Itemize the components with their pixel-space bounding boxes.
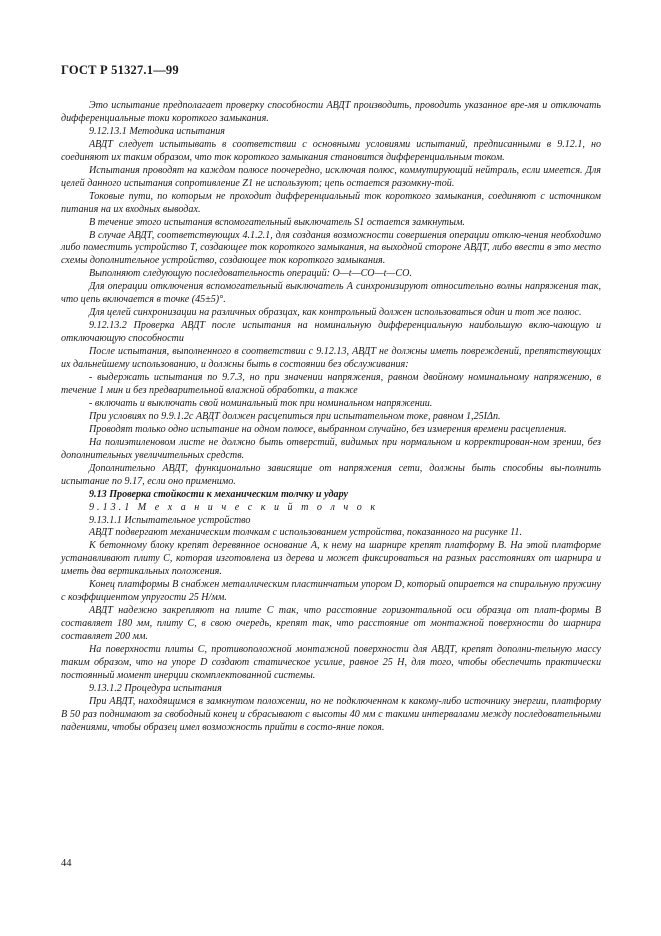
paragraph: Для целей синхронизации на различных образцах, как контрольный должен использоваться один и тот же полюс. xyxy=(89,307,582,319)
paragraph: Дополнительно АВДТ, функционально зависящие от напряжения сети, должны быть способны вы-полнить испытание по 9.17, если оно применимо. xyxy=(61,462,601,487)
paragraph: Конец платформы В снабжен металлическим пластинчатым упором D, который опирается на спиральную пружину с коэффициентом упругости 25 Н/мм. xyxy=(61,579,601,604)
subsection-heading: 9.13.1.1 Испытательное устройство xyxy=(89,514,251,526)
document-body xyxy=(61,100,601,735)
list-item: - включать и выключать свой номинальный ток при номинальном напряжении. xyxy=(89,397,433,409)
paragraph: На поверхности плиты С, противоположной монтажной поверхности для АВДТ, крепят дополни-тельную массу таким образом, что на упоре D создают статическое усилие, равное 25 Н, для того, чтобы обеспечить практически постоянный момент инерции скомплектованной системы. xyxy=(61,644,601,681)
paragraph: К бетонному блоку крепят деревянное основание А, к нему на шарнире крепят платформу В. На этой платформе устанавливают плиту С, которая изготовлена из дерева и может фиксироваться на разных расстояниях от шарнира и иметь два вертикальных положения. xyxy=(61,540,601,578)
paragraph: При АВДТ, находящимся в замкнутом положении, но не подключенном к какому-либо источнику энергии, платформу В 50 раз поднимают за свободный конец и сбрасывают с высоты 40 мм с такими интервалами между последовательными падениями, чтобы образец имел возможность прийти в состо-яние покоя. xyxy=(61,695,601,733)
paragraph: Токовые пути, по которым не проходит дифференциальный ток короткого замыкания, соединяют с источником питания на их входных выводах. xyxy=(61,190,601,215)
paragraph: Проводят только одно испытание на одном полюсе, выбранном случайно, без измерения времени расцепления. xyxy=(89,423,567,435)
subsection-heading: 9.12.13.1 Методика испытания xyxy=(89,125,225,137)
paragraph: Испытания проводят на каждом полюсе поочередно, исключая полюс, коммутирующий нейтраль, если имеется. Для целей данного испытания сопротивление Z1 не используют; цепь остается разомкну-той. xyxy=(61,164,601,189)
paragraph: Выполняют следующую последовательность операций: О—t—СО—t—СО. xyxy=(89,268,412,280)
subsection-heading: 9.13.1.2 Процедура испытания xyxy=(89,682,222,694)
paragraph: В случае АВДТ, соответствующих 4.1.2.1, для создания возможности совершения операции отклю-чения необходимо либо поместить устройство Т, создающее ток короткого замыкания, на выходной стороне АВДТ, либо ввести в это место схемы дополнительное устройство, создающее ток короткого замыкания. xyxy=(61,229,601,267)
paragraph: В течение этого испытания вспомогательный выключатель S1 остается замкнутым. xyxy=(89,216,465,228)
paragraph: При условиях по 9.9.1.2с АВДТ должен расцепиться при испытательном токе, равном 1,25IΔn. xyxy=(89,410,501,422)
subsection-heading: 9.13.1 М е х а н и ч е с к и й т о л ч о к xyxy=(89,501,379,513)
list-item: - выдержать испытания по 9.7.3, но при значении напряжения, равном двойному номинальному напряжению, в течение 1 мин и без предварительной влажной обработки, а также xyxy=(61,372,601,396)
paragraph: На полиэтиленовом листе не должно быть отверстий, видимых при нормальном и корректирован-ном зрении, без дополнительных увеличительных средств. xyxy=(61,436,601,461)
subsection-heading: 9.12.13.2 Проверка АВДТ после испытания на номинальную дифференциальную наибольшую вклю-чающую и отключающую способности xyxy=(61,320,601,345)
page-number: 44 xyxy=(61,858,72,869)
paragraph: АВДТ следует испытывать в соответствии с основными условиями испытаний, предписанными в 9.12.1, но соединяют их таким образом, что ток короткого замыкания становится дифференциальным током. xyxy=(61,138,601,163)
section-heading: 9.13 Проверка стойкости к механическим толчку и удару xyxy=(89,488,348,500)
paragraph: АВДТ надежно закрепляют на плите С так, что расстояние горизонтальной оси образца от плат-формы В составляет 180 мм, плиту С, в свою очередь, крепят так, что расстояние от монтажной поверхности до шарнира составляет 200 мм. xyxy=(61,605,601,643)
paragraph: АВДТ подвергают механическим толчкам с использованием устройства, показанного на рисунке 11. xyxy=(89,527,522,539)
paragraph: Это испытание предполагает проверку способности АВДТ производить, проводить указанное вре-мя и отключать дифференциальные токи короткого замыкания. xyxy=(61,100,601,124)
paragraph: Для операции отключения вспомогательный выключатель А синхронизируют относительно волны напряжения так, что цепь включается в точке (45±5)°. xyxy=(61,281,601,306)
paragraph: После испытания, выполненного в соответствии с 9.12.13, АВДТ не должны иметь повреждений, препятствующих их дальнейшему использованию, и должны быть в состоянии без обслуживания: xyxy=(61,346,601,371)
standard-title: ГОСТ Р 51327.1—99 xyxy=(61,63,179,77)
